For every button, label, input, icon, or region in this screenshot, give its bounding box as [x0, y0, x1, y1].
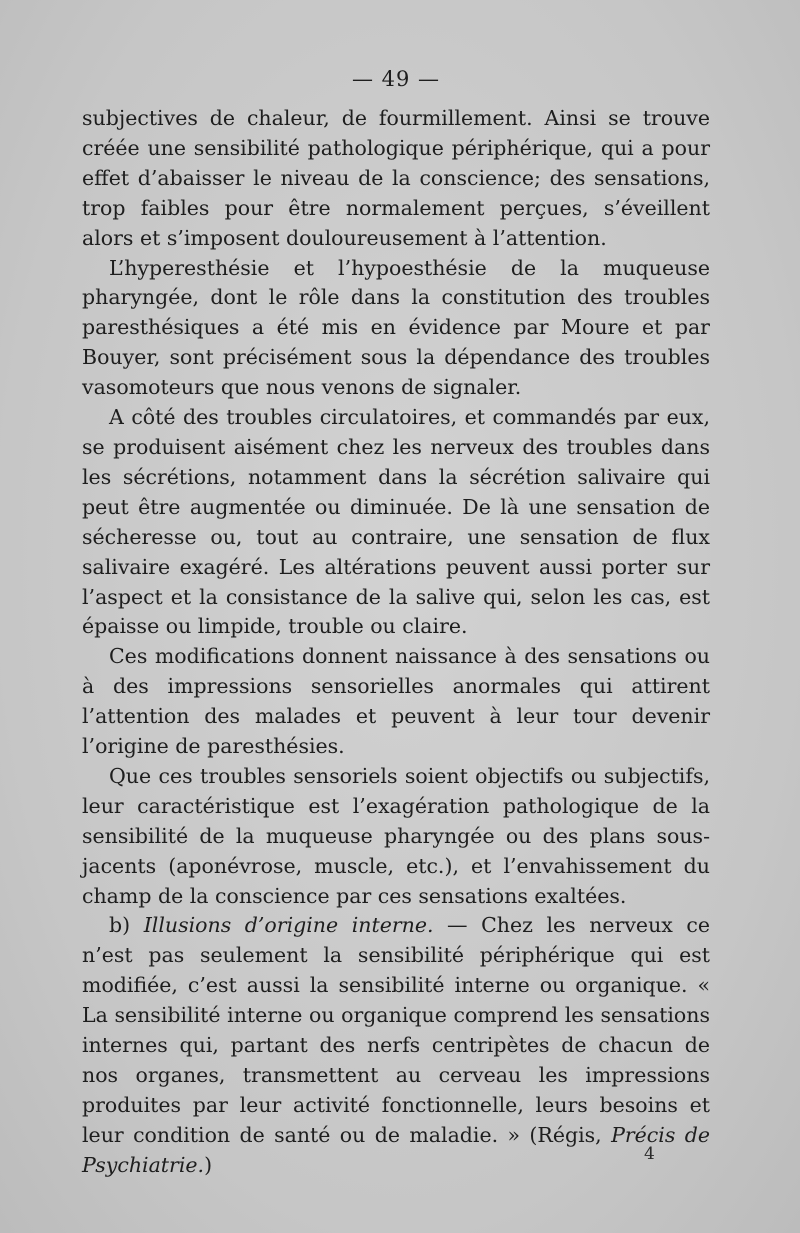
citation-close: ) [204, 1152, 213, 1177]
page-number: — 49 — [351, 67, 441, 91]
citation-title: Précis de Psychiatrie. [82, 1122, 710, 1177]
book-page [82, 62, 710, 1181]
section-heading: Illusions d’origine interne. [143, 913, 434, 938]
paragraph-6 [82, 911, 710, 1180]
paragraph-3: A côté des troubles circulatoires, et commandés par eux, se produisent aisément chez les nerveux des troubles dans les sécrétions, notamment dans la sécrétion salivaire qui peut être augmentée ou diminuée. De là une sensation de sécheresse ou, tout au contraire, une sensation de flux salivaire exagéré. Les altérations peuvent aussi porter sur l’aspect et la consistance de la salive qui, selon les cas, est épaisse ou limpide, trouble ou claire. [82, 405, 710, 639]
signature-mark: 4 [644, 1144, 655, 1164]
section-text: — Chez les nerveux ce n’est pas seulement la sensibilité périphérique qui est modifiée, c’est aussi la sensibilité interne ou organique. « La sensibilité interne ou organique comprend les sensations internes qui, partant des nerfs centripètes de chacun de nos organes, transmettent au cerveau les impressions produites par leur activité fonctionnelle, leurs besoins et leur condition de santé ou de maladie. » (Régis, [82, 913, 710, 1147]
paragraph-4: Ces modifications donnent naissance à des sensations ou à des impressions sensorielles anormales qui attirent l’attention des malades et peuvent à leur tour devenir l’origine de paresthésies. [82, 644, 710, 759]
paragraph-2: L’hyperesthésie et l’hypoesthésie de la muqueuse pharyngée, dont le rôle dans la constitution des troubles paresthésiques a été mis en évidence par Moure et par Bouyer, sont précisément sous la dépendance des troubles vasomoteurs que nous venons de signaler. [82, 255, 710, 400]
paragraph-1: subjectives de chaleur, de fourmillement. Ainsi se trouve créée une sensibilité pathologique périphérique, qui a pour effet d’abaisser le niveau de la conscience; des sensations, trop faibles pour être normalement perçues, s’éveillent alors et s’imposent douloureusement à l’attention. [82, 106, 710, 250]
paragraph-5: Que ces troubles sensoriels soient objectifs ou subjectifs, leur caractéristique est l’exagération pathologique de la sensibilité de la muqueuse pharyngée ou des plans sous-jacents (aponévrose, muscle, etc.), et l’envahissement du champ de la conscience par ces sensations exaltées. [82, 763, 710, 908]
body-text [82, 104, 710, 1181]
section-prefix: b) [109, 913, 144, 938]
